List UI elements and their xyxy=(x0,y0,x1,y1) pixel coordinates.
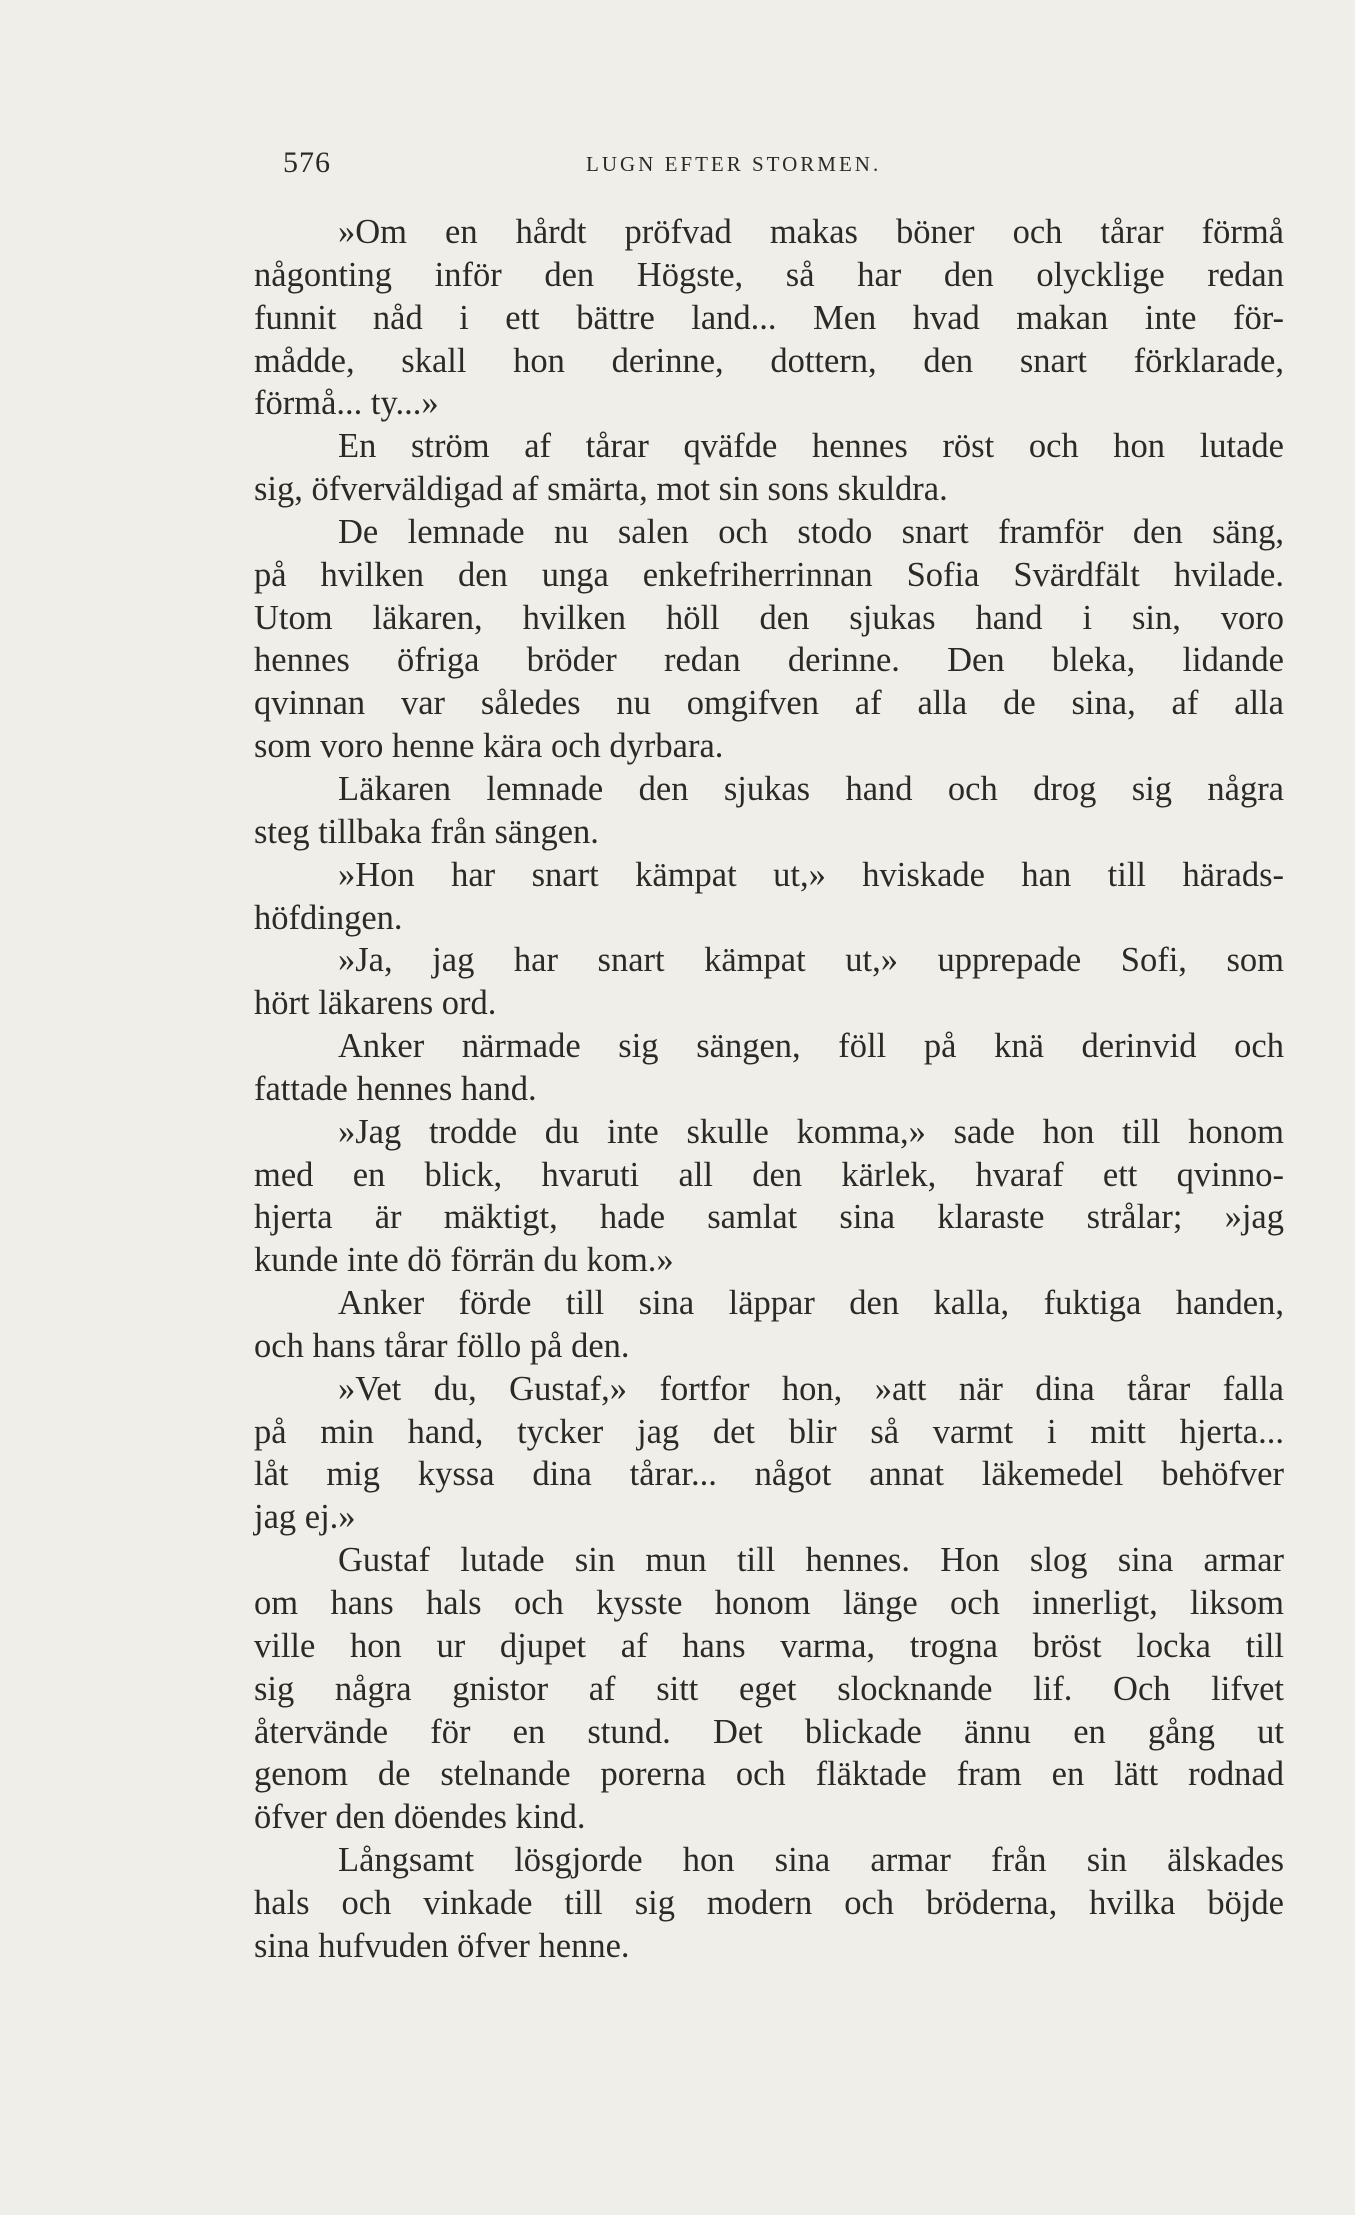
text-line: ville hon ur djupet af hans varma, trogna bröst locka till xyxy=(254,1626,1284,1665)
text-line: som voro henne kära och dyrbara. xyxy=(254,727,724,766)
text-line: om hans hals och kysste honom länge och innerligt, liksom xyxy=(254,1584,1284,1622)
text-line: qvinnan var således nu omgifven af alla de sina, af alla xyxy=(254,684,1284,723)
text-line: Anker förde till sina läppar den kalla, fuktiga handen, xyxy=(338,1284,1284,1323)
text-line: De lemnade nu salen och stodo snart framför den säng, xyxy=(338,512,1284,551)
text-line: kunde inte dö förrän du kom.» xyxy=(254,1241,674,1280)
text-line: och hans tårar föllo på den. xyxy=(254,1326,630,1365)
text-line: Gustaf lutade sin mun till hennes. Hon slog sina armar xyxy=(338,1541,1284,1580)
text-line: fattade hennes hand. xyxy=(254,1069,537,1108)
text-line: höfdingen. xyxy=(254,898,403,937)
page-number: 576 xyxy=(283,146,331,179)
text-line: jag ej.» xyxy=(254,1498,356,1537)
text-line: »Jag trodde du inte skulle komma,» sade hon till honom xyxy=(338,1112,1284,1151)
text-line: med en blick, hvaruti all den kärlek, hvaraf ett qvinno- xyxy=(254,1155,1284,1194)
text-line: hjerta är mäktigt, hade samlat sina klaraste strålar; »jag xyxy=(254,1198,1284,1237)
text-line: Utom läkaren, hvilken höll den sjukas hand i sin, voro xyxy=(254,598,1284,637)
text-line: på hvilken den unga enkefriherrinnan Sofia Svärdfält hvilade. xyxy=(254,555,1284,594)
text-line: Långsamt lösgjorde hon sina armar från sin älskades xyxy=(338,1841,1284,1880)
text-line: hals och vinkade till sig modern och bröderna, hvilka böjde xyxy=(254,1883,1284,1922)
running-title: LUGN EFTER STORMEN. xyxy=(586,152,882,176)
text-line: »Vet du, Gustaf,» fortfor hon, »att när dina tårar falla xyxy=(338,1369,1284,1408)
text-line: sig några gnistor af sitt eget slocknande lif. Och lifvet xyxy=(254,1669,1284,1708)
text-line: »Hon har snart kämpat ut,» hviskade han till härads- xyxy=(338,855,1284,894)
text-line: öfver den döendes kind. xyxy=(254,1798,586,1837)
text-line: Anker närmade sig sängen, föll på knä derinvid och xyxy=(338,1027,1284,1066)
text-line: steg tillbaka från sängen. xyxy=(254,812,599,851)
body-text xyxy=(254,211,1284,1968)
text-line: funnit nåd i ett bättre land... Men hvad makan inte för- xyxy=(254,298,1284,337)
text-line: hört läkarens ord. xyxy=(254,984,497,1023)
text-line: sina hufvuden öfver henne. xyxy=(254,1926,630,1965)
text-line: på min hand, tycker jag det blir så varmt i mitt hjerta... xyxy=(254,1412,1284,1451)
text-line: »Ja, jag har snart kämpat ut,» upprepade Sofi, som xyxy=(338,941,1284,980)
text-line: genom de stelnande porerna och fläktade fram en lätt rodnad xyxy=(254,1755,1284,1794)
text-line: återvände för en stund. Det blickade ännu en gång ut xyxy=(254,1712,1284,1751)
text-line: någonting inför den Högste, så har den olycklige redan xyxy=(254,255,1284,294)
page-header xyxy=(283,146,1283,186)
text-line: »Om en hårdt pröfvad makas böner och tårar förmå xyxy=(338,213,1284,251)
text-line: mådde, skall hon derinne, dottern, den snart förklarade, xyxy=(254,341,1284,380)
text-line: Läkaren lemnade den sjukas hand och drog sig några xyxy=(338,769,1284,808)
text-line: förmå... ty...» xyxy=(254,384,439,423)
text-line: En ström af tårar qväfde hennes röst och hon lutade xyxy=(338,427,1284,466)
text-line: hennes öfriga bröder redan derinne. Den bleka, lidande xyxy=(254,641,1284,680)
text-line: sig, öfverväldigad af smärta, mot sin sons skuldra. xyxy=(254,470,948,509)
text-line: låt mig kyssa dina tårar... något annat läkemedel behöfver xyxy=(254,1455,1284,1494)
